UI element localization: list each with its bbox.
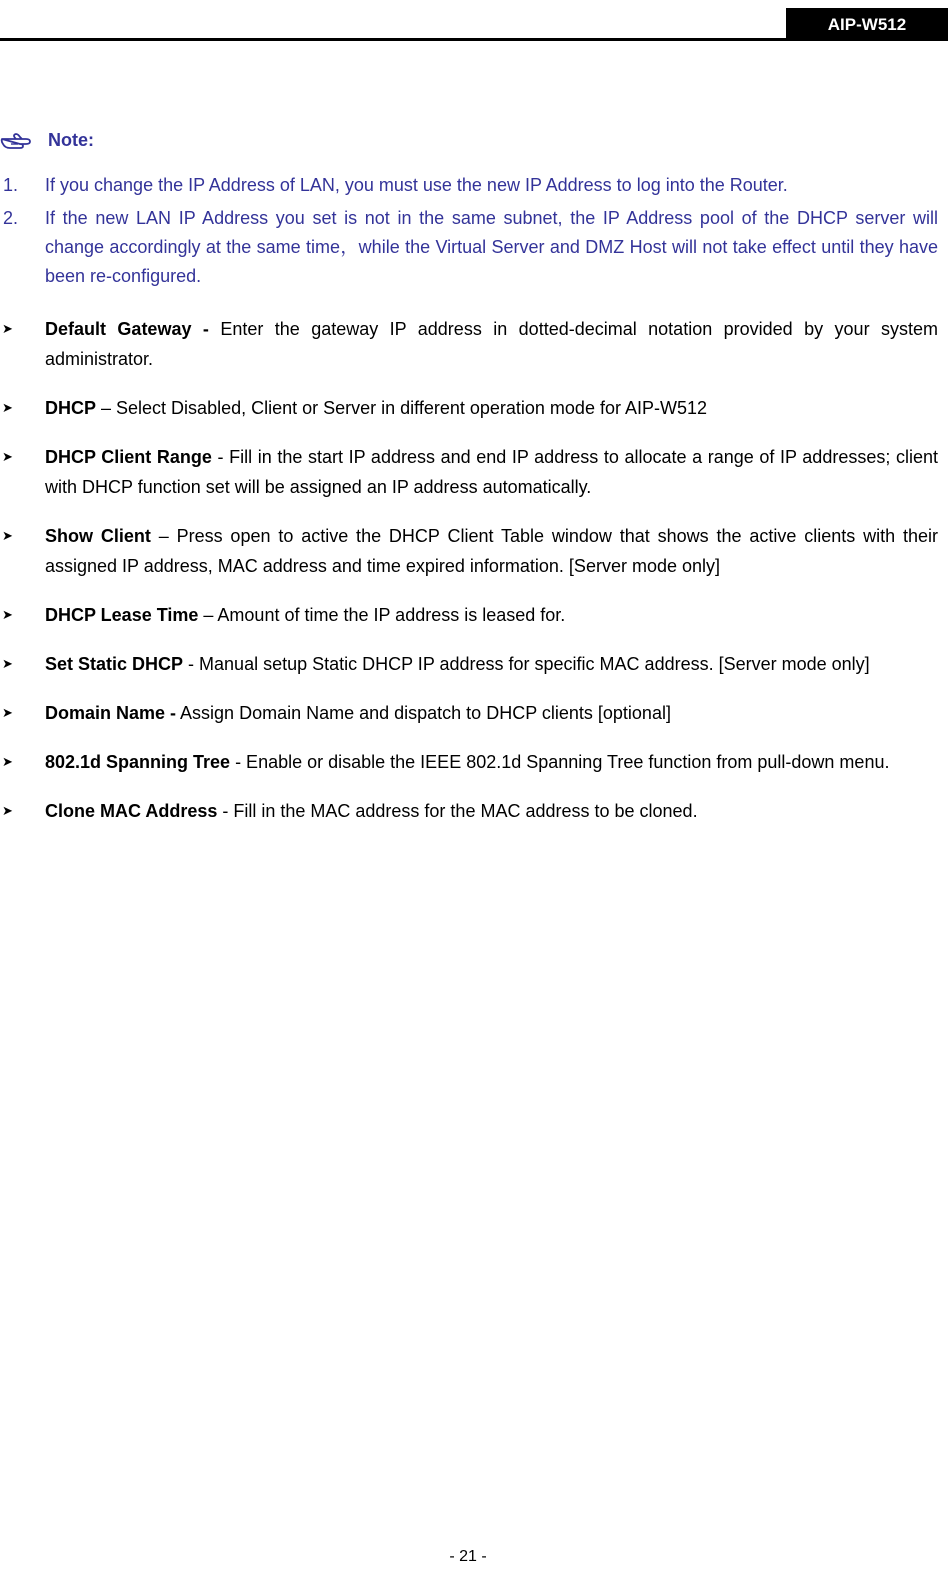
page-number: - 21 - (449, 1548, 487, 1565)
note-heading (0, 130, 94, 151)
arrow-bullet-icon: ➤ (2, 449, 13, 464)
note-item-text: If you change the IP Address of LAN, you must use the new IP Address to log into the Router. (45, 175, 788, 195)
arrow-bullet-icon: ➤ (2, 705, 13, 720)
field-description: - Fill in the MAC address for the MAC address to be cloned. (217, 801, 698, 821)
field-term: Domain Name - (45, 703, 177, 723)
list-item (0, 314, 938, 374)
list-item (0, 747, 938, 777)
list-item (0, 600, 938, 630)
pointing-hand-icon (0, 132, 36, 150)
note-item (0, 171, 938, 200)
arrow-bullet-icon: ➤ (2, 754, 13, 769)
field-term: Default Gateway - (45, 319, 209, 339)
arrow-bullet-icon: ➤ (2, 803, 13, 818)
field-term: DHCP (45, 398, 97, 418)
list-item (0, 698, 938, 728)
list-item (0, 442, 938, 502)
field-term: DHCP Client Range (45, 447, 212, 467)
arrow-bullet-icon: ➤ (2, 607, 13, 622)
arrow-bullet-icon: ➤ (2, 400, 13, 415)
note-heading-label: Note: (48, 130, 94, 150)
field-description: - Enable or disable the IEEE 802.1d Spanning Tree function from pull-down menu. (230, 752, 890, 772)
note-item-number: 2. (3, 208, 19, 228)
field-term: DHCP Lease Time (45, 605, 199, 625)
note-item-text: If the new LAN IP Address you set is not in the same subnet, the IP Address pool of the DHCP server will change accordingly at the same time，while the Virtual Server and DMZ Host will not take effect until they have been re-configured. (45, 208, 938, 286)
field-description: - Fill in the start IP address and end IP address to allocate a range of IP addresses; client with DHCP function set will be assigned an IP address automatically. (45, 447, 938, 497)
field-term: Show Client (45, 526, 151, 546)
field-term: Clone MAC Address (45, 801, 218, 821)
note-item-number: 1. (3, 175, 19, 195)
field-description: – Select Disabled, Client or Server in different operation mode for AIP-W512 (96, 398, 707, 418)
product-header: AIP-W512 (786, 8, 948, 41)
field-description: Assign Domain Name and dispatch to DHCP clients [optional] (176, 703, 671, 723)
list-item (0, 796, 938, 826)
field-description: – Amount of time the IP address is leased for. (198, 605, 566, 625)
field-description-list (0, 314, 938, 845)
list-item (0, 521, 938, 581)
arrow-bullet-icon: ➤ (2, 528, 13, 543)
field-term: 802.1d Spanning Tree (45, 752, 231, 772)
field-description: - Manual setup Static DHCP IP address for specific MAC address. [Server mode only] (183, 654, 870, 674)
field-description: Enter the gateway IP address in dotted-decimal notation provided by your system administrator. (45, 319, 938, 369)
arrow-bullet-icon: ➤ (2, 321, 13, 336)
list-item (0, 649, 938, 679)
note-list (0, 171, 938, 295)
arrow-bullet-icon: ➤ (2, 656, 13, 671)
list-item (0, 393, 938, 423)
field-term: Set Static DHCP (45, 654, 184, 674)
field-description: – Press open to active the DHCP Client Table window that shows the active clients with their assigned IP address, MAC address and time expired information. [Server mode only] (45, 526, 939, 576)
note-item (0, 204, 938, 291)
